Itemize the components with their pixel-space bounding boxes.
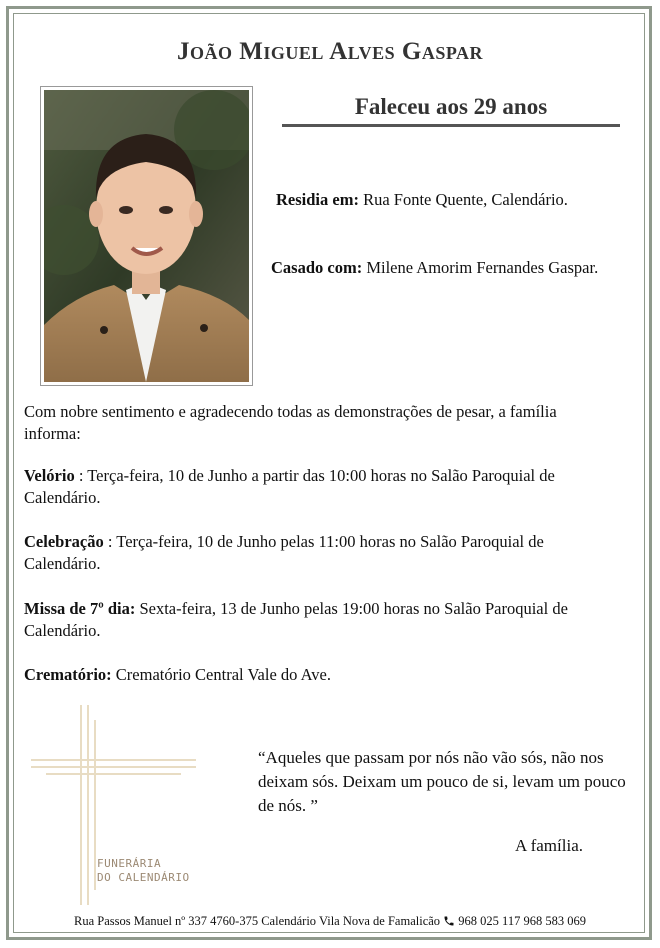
phone-icon xyxy=(443,914,458,928)
event-label: Missa de 7º dia: xyxy=(24,599,136,618)
event-label: Velório xyxy=(24,466,75,485)
spouse-line xyxy=(271,257,616,279)
event-crematorio xyxy=(24,664,604,686)
event-velorio xyxy=(24,465,604,509)
portrait-photo xyxy=(40,86,253,386)
footer-phones: 968 025 117 968 583 069 xyxy=(458,914,586,928)
event-celebracao xyxy=(24,531,624,575)
signature: A família. xyxy=(515,836,583,855)
residence-label: Residia em: xyxy=(276,190,359,209)
event-label: Crematório: xyxy=(24,665,112,684)
residence-line xyxy=(276,189,636,211)
footer xyxy=(0,914,660,929)
deceased-name: João Miguel Alves Gaspar xyxy=(176,38,484,65)
event-text: Sexta-feira, 13 de Junho pelas 19:00 horas no Salão Paroquial de Calendário. xyxy=(24,599,568,640)
quote: “Aqueles que passam por nós não vão sós, não nos deixam sós. Deixam um pouco de si, levam um pouco de nós. ” xyxy=(258,748,626,815)
spouse-value: Milene Amorim Fernandes Gaspar. xyxy=(366,258,599,277)
funeral-home-logo-text xyxy=(97,857,190,885)
event-text: Crematório Central Vale do Ave. xyxy=(111,665,331,684)
event-text: : Terça-feira, 10 de Junho pelas 11:00 horas no Salão Paroquial de Calendário. xyxy=(24,532,544,573)
footer-address: Rua Passos Manuel nº 337 4760-375 Calendário Vila Nova de Famalicão xyxy=(74,914,441,928)
heading-underline xyxy=(282,124,620,127)
residence-value: Rua Fonte Quente, Calendário. xyxy=(363,190,568,209)
logo-line-2: DO CALENDÁRIO xyxy=(97,871,190,884)
logo-line-1: FUNERÁRIA xyxy=(97,857,162,870)
portrait-illustration xyxy=(44,90,249,382)
event-text: : Terça-feira, 10 de Junho a partir das 10:00 horas no Salão Paroquial de Calendário. xyxy=(24,466,555,507)
event-label: Celebração xyxy=(24,532,104,551)
age-heading: Faleceu aos 29 anos xyxy=(354,94,548,119)
event-missa xyxy=(24,598,604,642)
spouse-label: Casado com: xyxy=(271,258,363,277)
intro-paragraph: Com nobre sentimento e agradecendo todas as demonstrações de pesar, a família informa: xyxy=(24,402,557,443)
